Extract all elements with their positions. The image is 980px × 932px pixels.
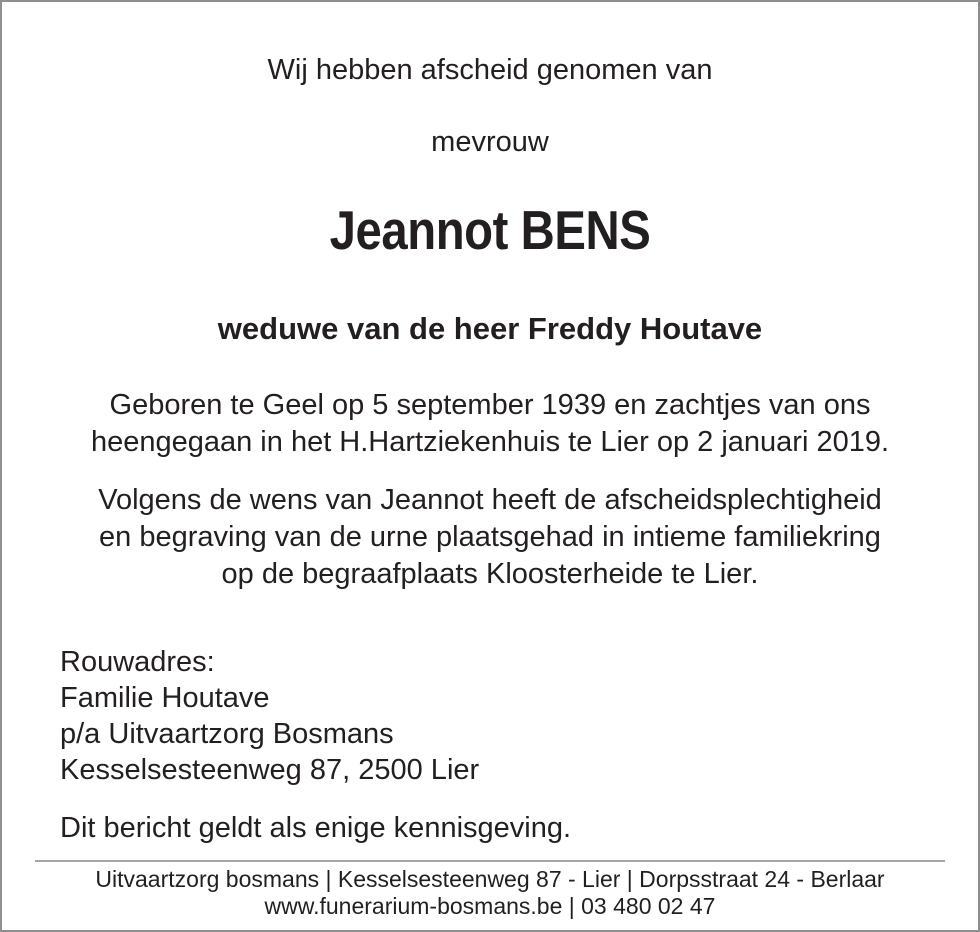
paragraph-line: en begraving van de urne plaatsgehad in intieme familiekring [99, 521, 881, 553]
footer-divider [35, 860, 945, 862]
address-label: Rouwadres: [60, 646, 215, 678]
funeral-home-contact: www.funerarium-bosmans.be | 03 480 02 47 [264, 893, 716, 919]
birth-death-paragraph [0, 387, 980, 461]
address-line: p/a Uitvaartzorg Bosmans [60, 718, 394, 750]
address-line: Kesselsesteenweg 87, 2500 Lier [60, 754, 480, 786]
funeral-home-info: Uitvaartzorg bosmans | Kesselsesteenweg 87 - Lier | Dorpsstraat 24 - Berlaar [95, 866, 885, 892]
paragraph-line: Volgens de wens van Jeannot heeft de afscheidsplechtigheid [98, 484, 882, 516]
honorific: mevrouw [431, 126, 549, 158]
paragraph-line: Geboren te Geel op 5 september 1939 en zachtjes van ons [109, 389, 871, 421]
ceremony-paragraph [0, 482, 980, 593]
spouse-line: weduwe van de heer Freddy Houtave [217, 311, 763, 346]
intro-line: Wij hebben afscheid genomen van [267, 54, 713, 86]
deceased-name: Jeannot BENS [329, 199, 651, 261]
address-line: Familie Houtave [60, 682, 270, 714]
mourning-address [60, 644, 479, 788]
notice-statement: Dit bericht geldt als enige kennisgeving. [60, 812, 572, 844]
paragraph-line: heengegaan in het H.Hartziekenhuis te Lier op 2 januari 2019. [90, 426, 890, 458]
paragraph-line: op de begraafplaats Kloosterheide te Lier. [221, 558, 759, 590]
